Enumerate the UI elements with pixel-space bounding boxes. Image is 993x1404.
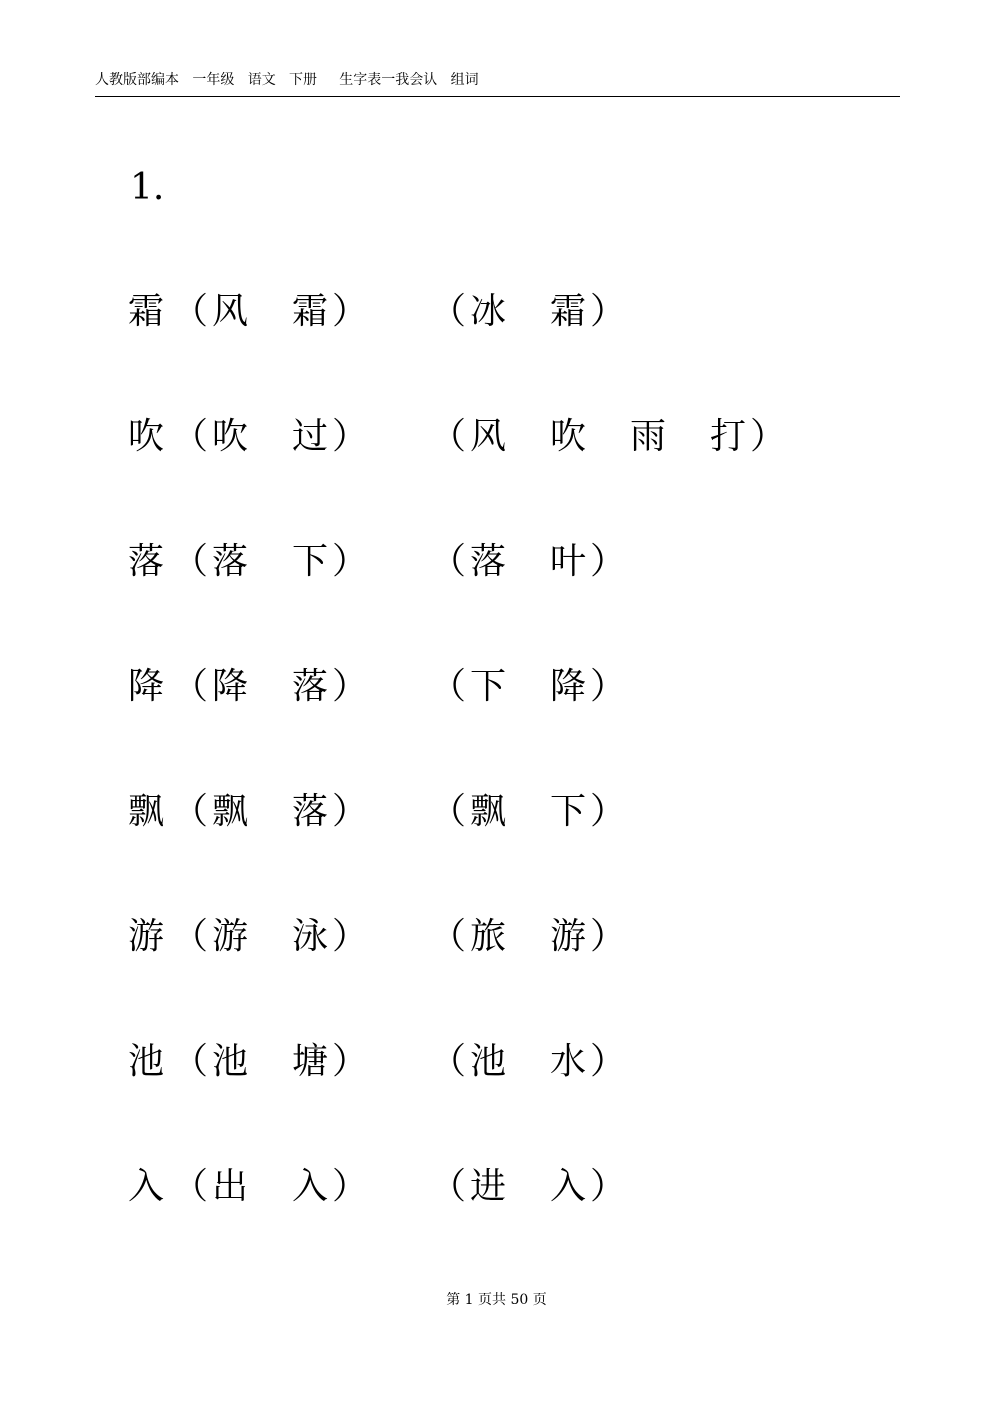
word-character: 吹 bbox=[549, 416, 586, 457]
compound-word bbox=[170, 290, 370, 334]
word-character: 旅 bbox=[469, 916, 506, 957]
close-paren: ） bbox=[331, 416, 368, 457]
close-paren: ） bbox=[589, 666, 626, 707]
word-row bbox=[128, 665, 928, 790]
word-row bbox=[128, 415, 928, 540]
word-character: 游 bbox=[211, 916, 248, 957]
word-character: 池 bbox=[469, 1041, 506, 1082]
word-character: 风 bbox=[211, 291, 248, 332]
open-paren: （ bbox=[429, 916, 466, 957]
close-paren: ） bbox=[331, 791, 368, 832]
compound-word bbox=[428, 790, 628, 834]
word-character: 冰 bbox=[469, 291, 506, 332]
word-list bbox=[128, 290, 928, 1290]
close-paren: ） bbox=[331, 291, 368, 332]
close-paren: ） bbox=[331, 1166, 368, 1207]
word-character: 落 bbox=[211, 541, 248, 582]
target-character: 飘 bbox=[128, 791, 165, 832]
target-character: 入 bbox=[128, 1166, 165, 1207]
compound-word bbox=[428, 540, 628, 584]
word-character: 水 bbox=[549, 1041, 586, 1082]
page-header: 人教版部编本 一年级 语文 下册 生字表一我会认 组词 bbox=[95, 70, 900, 97]
close-paren: ） bbox=[589, 916, 626, 957]
close-paren: ） bbox=[331, 1041, 368, 1082]
close-paren: ） bbox=[749, 416, 786, 457]
close-paren: ） bbox=[331, 916, 368, 957]
word-character: 风 bbox=[469, 416, 506, 457]
word-character: 吹 bbox=[211, 416, 248, 457]
close-paren: ） bbox=[589, 791, 626, 832]
word-row bbox=[128, 915, 928, 1040]
close-paren: ） bbox=[589, 1041, 626, 1082]
close-paren: ） bbox=[331, 666, 368, 707]
word-row bbox=[128, 540, 928, 665]
word-character: 打 bbox=[709, 416, 746, 457]
word-character: 下 bbox=[291, 541, 328, 582]
page-footer: 第 1 页共 50 页 bbox=[446, 1292, 547, 1308]
open-paren: （ bbox=[429, 541, 466, 582]
open-paren: （ bbox=[171, 666, 208, 707]
word-character: 出 bbox=[211, 1166, 248, 1207]
word-character: 入 bbox=[291, 1166, 328, 1207]
word-row bbox=[128, 1040, 928, 1165]
word-character: 池 bbox=[211, 1041, 248, 1082]
open-paren: （ bbox=[429, 416, 466, 457]
compound-word bbox=[428, 665, 628, 709]
word-character: 下 bbox=[469, 666, 506, 707]
close-paren: ） bbox=[331, 541, 368, 582]
compound-word bbox=[170, 915, 370, 959]
target-character: 池 bbox=[128, 1041, 165, 1082]
word-character: 泳 bbox=[291, 916, 328, 957]
compound-word bbox=[170, 415, 370, 459]
compound-word bbox=[170, 1040, 370, 1084]
open-paren: （ bbox=[171, 541, 208, 582]
word-character: 过 bbox=[291, 416, 328, 457]
word-row bbox=[128, 1165, 928, 1290]
open-paren: （ bbox=[171, 916, 208, 957]
open-paren: （ bbox=[429, 666, 466, 707]
open-paren: （ bbox=[429, 1041, 466, 1082]
target-character: 吹 bbox=[128, 416, 165, 457]
compound-word bbox=[428, 290, 628, 334]
open-paren: （ bbox=[171, 291, 208, 332]
close-paren: ） bbox=[589, 291, 626, 332]
open-paren: （ bbox=[429, 291, 466, 332]
word-character: 飘 bbox=[469, 791, 506, 832]
open-paren: （ bbox=[171, 1166, 208, 1207]
word-character: 塘 bbox=[291, 1041, 328, 1082]
open-paren: （ bbox=[429, 791, 466, 832]
word-character: 落 bbox=[291, 666, 328, 707]
open-paren: （ bbox=[171, 791, 208, 832]
word-character: 降 bbox=[549, 666, 586, 707]
word-character: 游 bbox=[549, 916, 586, 957]
word-character: 雨 bbox=[629, 416, 666, 457]
compound-word bbox=[170, 1165, 370, 1209]
word-character: 落 bbox=[291, 791, 328, 832]
word-character: 入 bbox=[549, 1166, 586, 1207]
compound-word bbox=[428, 415, 788, 459]
open-paren: （ bbox=[171, 416, 208, 457]
word-character: 霜 bbox=[549, 291, 586, 332]
close-paren: ） bbox=[589, 541, 626, 582]
word-character: 落 bbox=[469, 541, 506, 582]
compound-word bbox=[170, 790, 370, 834]
word-character: 飘 bbox=[211, 791, 248, 832]
open-paren: （ bbox=[429, 1166, 466, 1207]
word-character: 下 bbox=[549, 791, 586, 832]
target-character: 降 bbox=[128, 666, 165, 707]
section-number: 1. bbox=[130, 167, 165, 208]
compound-word bbox=[170, 540, 370, 584]
target-character: 落 bbox=[128, 541, 165, 582]
word-character: 降 bbox=[211, 666, 248, 707]
word-row bbox=[128, 290, 928, 415]
word-row bbox=[128, 790, 928, 915]
target-character: 霜 bbox=[128, 291, 165, 332]
compound-word bbox=[170, 665, 370, 709]
close-paren: ） bbox=[589, 1166, 626, 1207]
compound-word bbox=[428, 915, 628, 959]
compound-word bbox=[428, 1040, 628, 1084]
target-character: 游 bbox=[128, 916, 165, 957]
word-character: 进 bbox=[469, 1166, 506, 1207]
open-paren: （ bbox=[171, 1041, 208, 1082]
compound-word bbox=[428, 1165, 628, 1209]
word-character: 霜 bbox=[291, 291, 328, 332]
word-character: 叶 bbox=[549, 541, 586, 582]
